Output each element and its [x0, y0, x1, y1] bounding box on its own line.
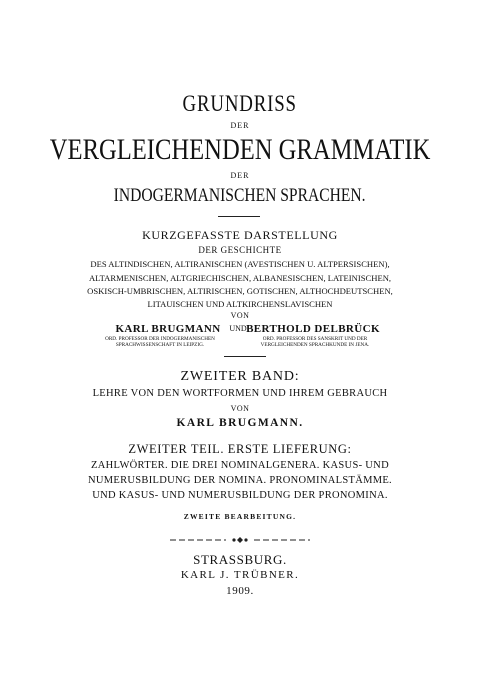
imprint-place: STRASSBURG. [193, 552, 287, 567]
author-1: KARL BRUGMANN [115, 323, 221, 335]
title-main: VERGLEICHENDEN GRAMMATIK [49, 133, 431, 166]
imprint-publisher: KARL J. TRÜBNER. [180, 569, 300, 581]
title-der-1: DER [230, 121, 250, 130]
volume-subject: LEHRE VON DEN WORTFORMEN UND IHREM GEBRAUCH [92, 388, 388, 399]
part-line-2: NUMERUSBILDUNG DER NOMINA. PRONOMINALSTÄMME. [87, 475, 392, 486]
description-line-4: OSKISCH-UMBRISCHEN, ALTIRISCHEN, GOTISCHEN, ALTHOCHDEUTSCHEN, [87, 286, 393, 296]
title-grundriss: GRUNDRISS [182, 91, 298, 116]
description-line-2: DES ALTINDISCHEN, ALTIRANISCHEN (AVESTISCHEN U. ALTPERSISCHEN), [90, 259, 390, 269]
divider-1 [218, 216, 260, 217]
title-der-2: DER [230, 171, 250, 180]
part-heading: ZWEITER TEIL. ERSTE LIEFERUNG: [128, 442, 352, 456]
divider-2 [224, 356, 266, 357]
part-line-1: ZAHLWÖRTER. DIE DREI NOMINALGENERA. KASUS- UND [91, 460, 389, 471]
title-sub: INDOGERMANISCHEN SPRACHEN. [114, 185, 366, 206]
volume-author: KARL BRUGMANN. [176, 417, 304, 429]
affiliation-2-line-1: ORD. PROFESSOR DES SANSKRIT UND DER [262, 336, 368, 342]
description-von: VON [230, 311, 250, 320]
volume-von: VON [230, 404, 250, 413]
author-2: BERTHOLD DELBRÜCK [246, 323, 380, 335]
edition: ZWEITE BEARBEITUNG. [183, 512, 297, 521]
part-line-3: UND KASUS- UND NUMERUSBILDUNG DER PRONOMINA. [92, 490, 388, 501]
affiliation-1-line-2: SPRACHWISSENSCHAFT IN LEIPZIG. [115, 342, 205, 348]
description-line-5: LITAUISCHEN UND ALTKIRCHENSLAVISCHEN [147, 299, 333, 309]
authors-und: UND [229, 324, 247, 333]
ornament-divider-icon [168, 536, 312, 544]
affiliation-1-line-1: ORD. PROFESSOR DER INDOGERMANISCHEN [105, 336, 215, 342]
volume-band: ZWEITER BAND: [180, 369, 300, 384]
description-line-1: DER GESCHICHTE [198, 245, 282, 255]
imprint-year: 1909. [226, 585, 254, 597]
affiliation-2-line-2: VERGLEICHENDEN SPRACHKUNDE IN JENA. [260, 342, 370, 348]
description-line-3: ALTARMENISCHEN, ALTGRIECHISCHEN, ALBANESISCHEN, LATEINISCHEN, [88, 273, 392, 283]
description-heading: KURZGEFASSTE DARSTELLUNG [142, 228, 338, 242]
